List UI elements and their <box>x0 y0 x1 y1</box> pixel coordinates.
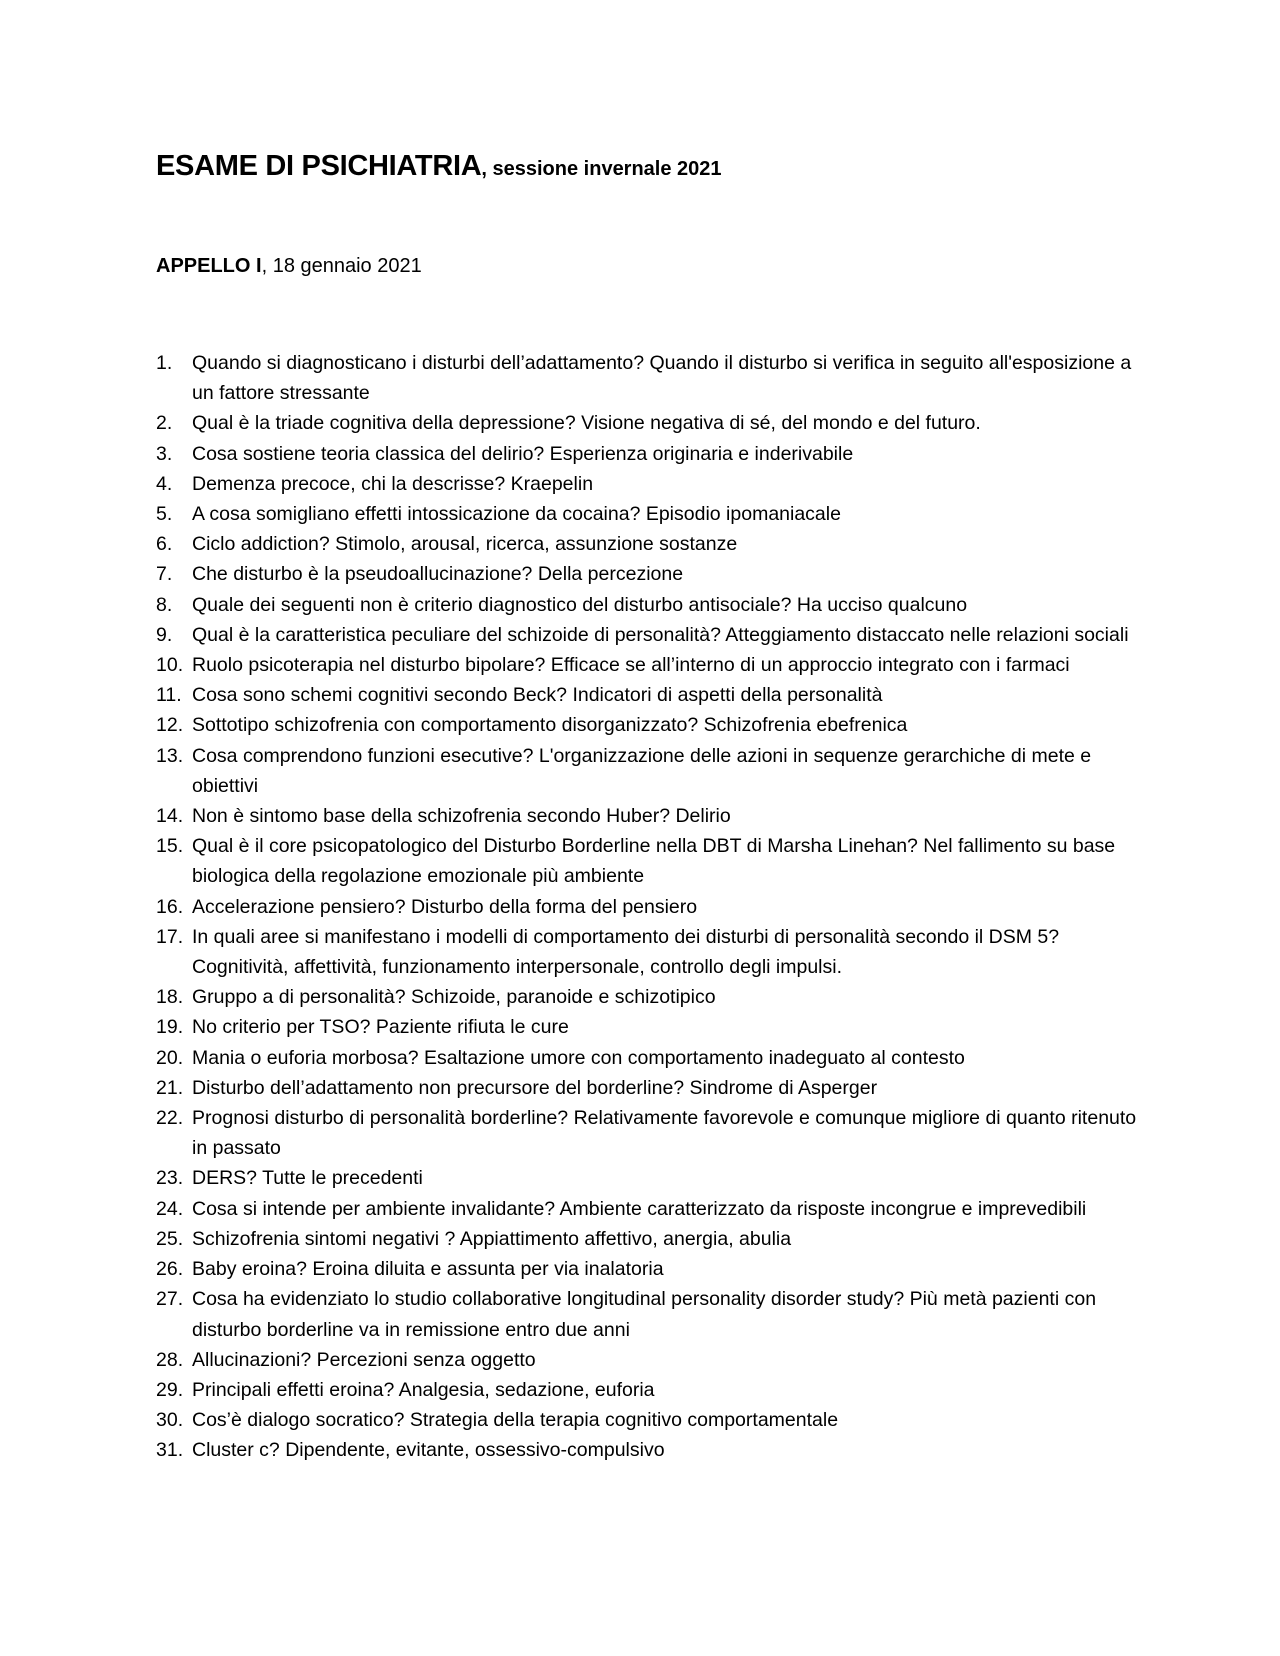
question-number: 28. <box>156 1348 184 1371</box>
question-number: 24. <box>156 1197 184 1220</box>
question-number: 19. <box>156 1016 184 1039</box>
question-list <box>0 348 1280 1466</box>
list-item <box>0 1043 1155 1073</box>
list-item <box>0 1073 1155 1103</box>
question-number: 11. <box>156 684 182 707</box>
question-number: 15. <box>156 835 184 858</box>
list-item <box>0 1405 1155 1435</box>
question-number: 26. <box>156 1258 184 1281</box>
list-item <box>0 1103 1155 1163</box>
session-heading <box>156 255 422 278</box>
list-item <box>0 408 1155 438</box>
question-number: 22. <box>156 1107 184 1130</box>
list-item <box>0 1284 1155 1344</box>
question-text: Demenza precoce, chi la descrisse? Kraepelin <box>192 472 594 495</box>
list-item <box>0 1224 1155 1254</box>
list-item <box>0 710 1155 740</box>
question-text: Prognosi disturbo di personalità borderline? Relativamente favorevole e comunque migliore di quanto ritenuto in passato <box>192 1107 1137 1160</box>
question-number: 10. <box>156 654 184 677</box>
question-text: Disturbo dell’adattamento non precursore del borderline? Sindrome di Asperger <box>192 1076 878 1099</box>
question-text: Accelerazione pensiero? Disturbo della forma del pensiero <box>192 895 698 918</box>
question-number: 18. <box>156 986 184 1009</box>
question-number: 29. <box>156 1378 184 1401</box>
list-item <box>0 529 1155 559</box>
question-text: Ciclo addiction? Stimolo, arousal, ricerca, assunzione sostanze <box>192 533 738 556</box>
list-item <box>0 741 1155 801</box>
question-text: Allucinazioni? Percezioni senza oggetto <box>192 1348 536 1371</box>
question-text: Cosa sostiene teoria classica del delirio? Esperienza originaria e inderivabile <box>192 442 854 465</box>
list-item <box>0 982 1155 1012</box>
list-item <box>0 1254 1155 1284</box>
list-item <box>0 892 1155 922</box>
question-text: Qual è il core psicopatologico del Disturbo Borderline nella DBT di Marsha Linehan? Nel fallimento su base biologica della regolazione emozionale più ambiente <box>192 835 1116 888</box>
list-item <box>0 1435 1155 1465</box>
question-number: 5. <box>156 503 173 526</box>
question-number: 16. <box>156 895 184 918</box>
question-number: 31. <box>156 1439 184 1462</box>
question-number: 3. <box>156 442 173 465</box>
question-number: 8. <box>156 593 173 616</box>
list-item <box>0 922 1155 982</box>
question-number: 30. <box>156 1409 184 1432</box>
list-item <box>0 348 1155 408</box>
question-number: 20. <box>156 1046 184 1069</box>
question-number: 17. <box>156 925 184 948</box>
list-item <box>0 1012 1155 1042</box>
question-text: Cosa comprendono funzioni esecutive? L'organizzazione delle azioni in sequenze gerarchiche di mete e obiettivi <box>192 744 1092 797</box>
list-item <box>0 499 1155 529</box>
question-text: Qual è la caratteristica peculiare del schizoide di personalità? Atteggiamento distaccato nelle relazioni sociali <box>192 623 1129 646</box>
list-item <box>0 1345 1155 1375</box>
question-number: 12. <box>156 714 184 737</box>
question-text: Ruolo psicoterapia nel disturbo bipolare? Efficace se all’interno di un approccio integrato con i farmaci <box>192 654 1070 677</box>
question-text: Schizofrenia sintomi negativi ? Appiattimento affettivo, anergia, abulia <box>192 1227 792 1250</box>
question-text: Mania o euforia morbosa? Esaltazione umore con comportamento inadeguato al contesto <box>192 1046 965 1069</box>
list-item <box>0 590 1155 620</box>
question-number: 7. <box>156 563 173 586</box>
question-text: In quali aree si manifestano i modelli di comportamento dei disturbi di personalità secondo il DSM 5? Cognitività, affettività, funzionamento interpersonale, controllo degli impulsi. <box>192 925 1060 979</box>
list-item <box>0 1163 1155 1193</box>
question-text: Quale dei seguenti non è criterio diagnostico del disturbo antisociale? Ha ucciso qualcuno <box>192 593 968 616</box>
question-text: Baby eroina? Eroina diluita e assunta per via inalatoria <box>192 1258 664 1281</box>
question-text: Gruppo a di personalità? Schizoide, paranoide e schizotipico <box>192 986 716 1009</box>
list-item <box>0 680 1155 710</box>
question-text: Cosa ha evidenziato lo studio collaborative longitudinal personality disorder study? Più metà pazienti con disturbo borderline va in remissione entro due anni <box>192 1288 1097 1341</box>
question-number: 27. <box>156 1288 184 1311</box>
question-text: Quando si diagnosticano i disturbi dell’adattamento? Quando il disturbo si verifica in seguito all'esposizione a un fattore stressante <box>192 352 1132 405</box>
question-text: Cosa si intende per ambiente invalidante? Ambiente caratterizzato da risposte incongrue e imprevedibili <box>192 1197 1087 1220</box>
list-item <box>0 439 1155 469</box>
question-text: Qual è la triade cognitiva della depressione? Visione negativa di sé, del mondo e del futuro. <box>192 412 981 435</box>
question-number: 23. <box>156 1167 184 1190</box>
question-text: Sottotipo schizofrenia con comportamento disorganizzato? Schizofrenia ebefrenica <box>192 714 908 737</box>
question-number: 9. <box>156 623 173 646</box>
list-item <box>0 559 1155 589</box>
question-number: 25. <box>156 1227 184 1250</box>
list-item <box>0 1375 1155 1405</box>
title-main: ESAME DI PSICHIATRIA <box>156 150 482 182</box>
question-text: Cluster c? Dipendente, evitante, ossessivo-compulsivo <box>192 1439 665 1462</box>
question-number: 21. <box>156 1076 184 1099</box>
question-text: Non è sintomo base della schizofrenia secondo Huber? Delirio <box>192 805 731 828</box>
question-number: 14. <box>156 805 184 828</box>
question-number: 4. <box>156 472 173 495</box>
question-text: A cosa somigliano effetti intossicazione da cocaina? Episodio ipomaniacale <box>192 503 841 526</box>
question-text: Cosa sono schemi cognitivi secondo Beck? Indicatori di aspetti della personalità <box>192 684 883 707</box>
question-text: No criterio per TSO? Paziente rifiuta le cure <box>192 1016 569 1039</box>
list-item <box>0 801 1155 831</box>
question-text: DERS? Tutte le precedenti <box>192 1167 423 1190</box>
list-item <box>0 831 1155 891</box>
question-number: 1. <box>156 352 173 374</box>
question-number: 2. <box>156 412 173 435</box>
title-subtitle: , sessione invernale 2021 <box>481 158 722 180</box>
list-item <box>0 469 1155 499</box>
list-item <box>0 1194 1155 1224</box>
session-date: , 18 gennaio 2021 <box>261 255 422 277</box>
document-title <box>156 150 722 183</box>
question-number: 13. <box>156 744 184 767</box>
session-label: APPELLO I <box>156 255 262 277</box>
question-text: Che disturbo è la pseudoallucinazione? Della percezione <box>192 563 684 586</box>
list-item <box>0 620 1155 650</box>
question-text: Principali effetti eroina? Analgesia, sedazione, euforia <box>192 1378 655 1401</box>
question-number: 6. <box>156 533 173 556</box>
question-text: Cos’è dialogo socratico? Strategia della terapia cognitivo comportamentale <box>192 1409 839 1432</box>
list-item <box>0 650 1155 680</box>
